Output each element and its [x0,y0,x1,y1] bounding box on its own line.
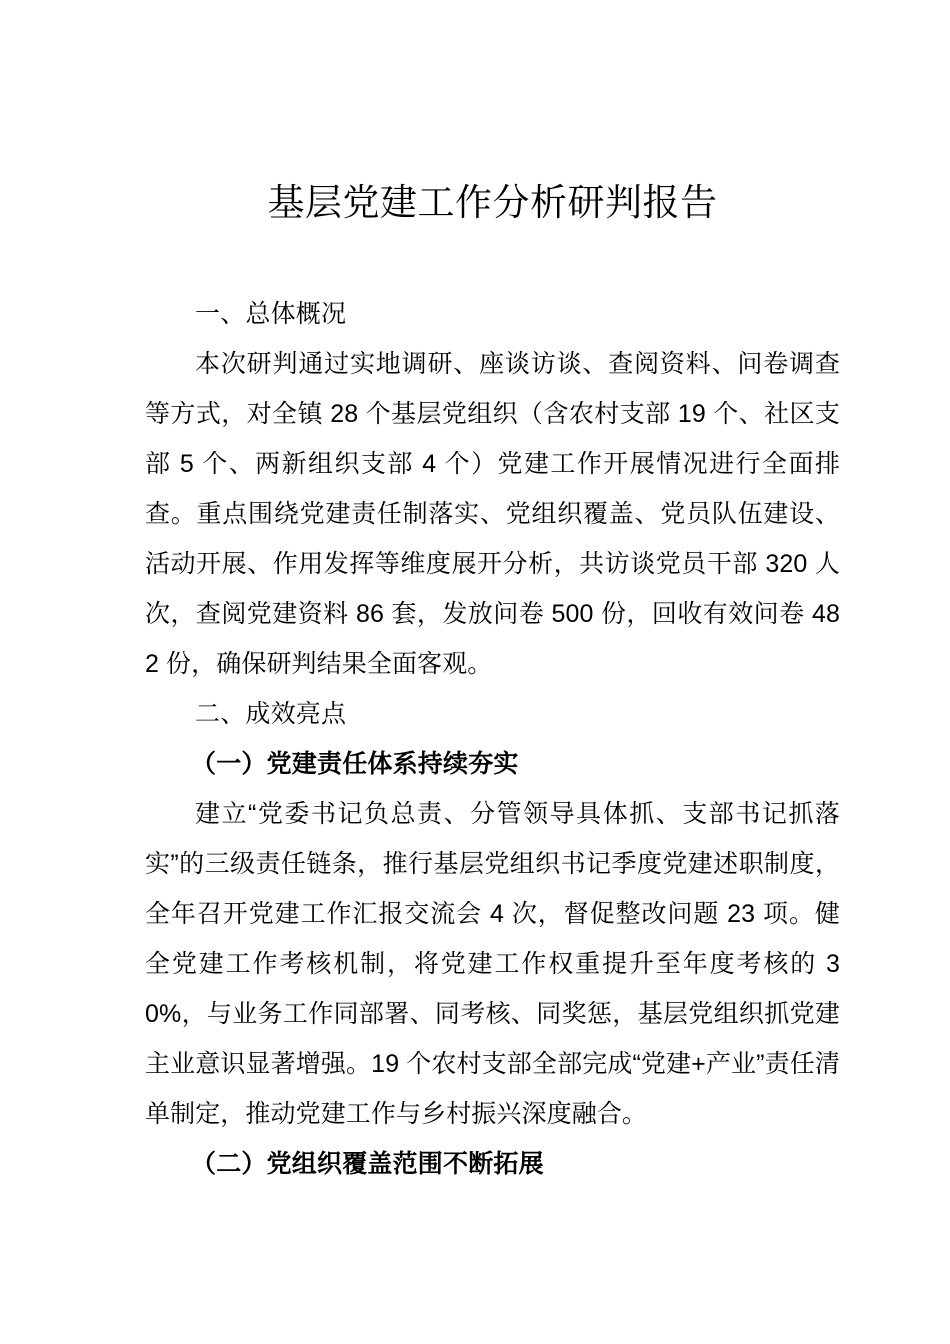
section-heading-achievements: 二、成效亮点 [195,700,347,728]
page-title: 基层党建工作分析研判报告 [267,182,718,223]
sub-heading-responsibility-system: （一）党建责任体系持续夯实 [191,750,519,778]
title-spacer [145,231,840,289]
document-body [145,175,840,1189]
sub-heading-organization-coverage: （二）党组织覆盖范围不断拓展 [191,1150,544,1178]
section-heading-overview: 一、总体概况 [195,300,347,328]
paragraph-overview: 本次研判通过实地调研、座谈访谈、查阅资料、问卷调查等方式，对全镇 28 个基层党组织（含农村支部 19 个、社区支部 5 个、两新组织支部 4 个）党建工作开展情况进行全面排查。重点围绕党建责任制落实、党组织覆盖、党员队伍建设、活动开展、作用发挥等维度展开分析，共访谈党员干部 320 人次，查阅党建资料 86 套，发放问卷 500 份，回收有效问卷 482 份，确保研判结果全面客观。 [145,350,840,678]
paragraph-responsibility-system: 建立“党委书记负总责、分管领导具体抓、支部书记抓落实”的三级责任链条，推行基层党组织书记季度党建述职制度，全年召开党建工作汇报交流会 4 次，督促整改问题 23 项。健全党建工作考核机制，将党建工作权重提升至年度考核的 30%，与业务工作同部署、同考核、同奖惩，基层党组织抓党建主业意识显著增强。19 个农村支部全部完成“党建+产业”责任清单制定，推动党建工作与乡村振兴深度融合。 [145,800,840,1128]
